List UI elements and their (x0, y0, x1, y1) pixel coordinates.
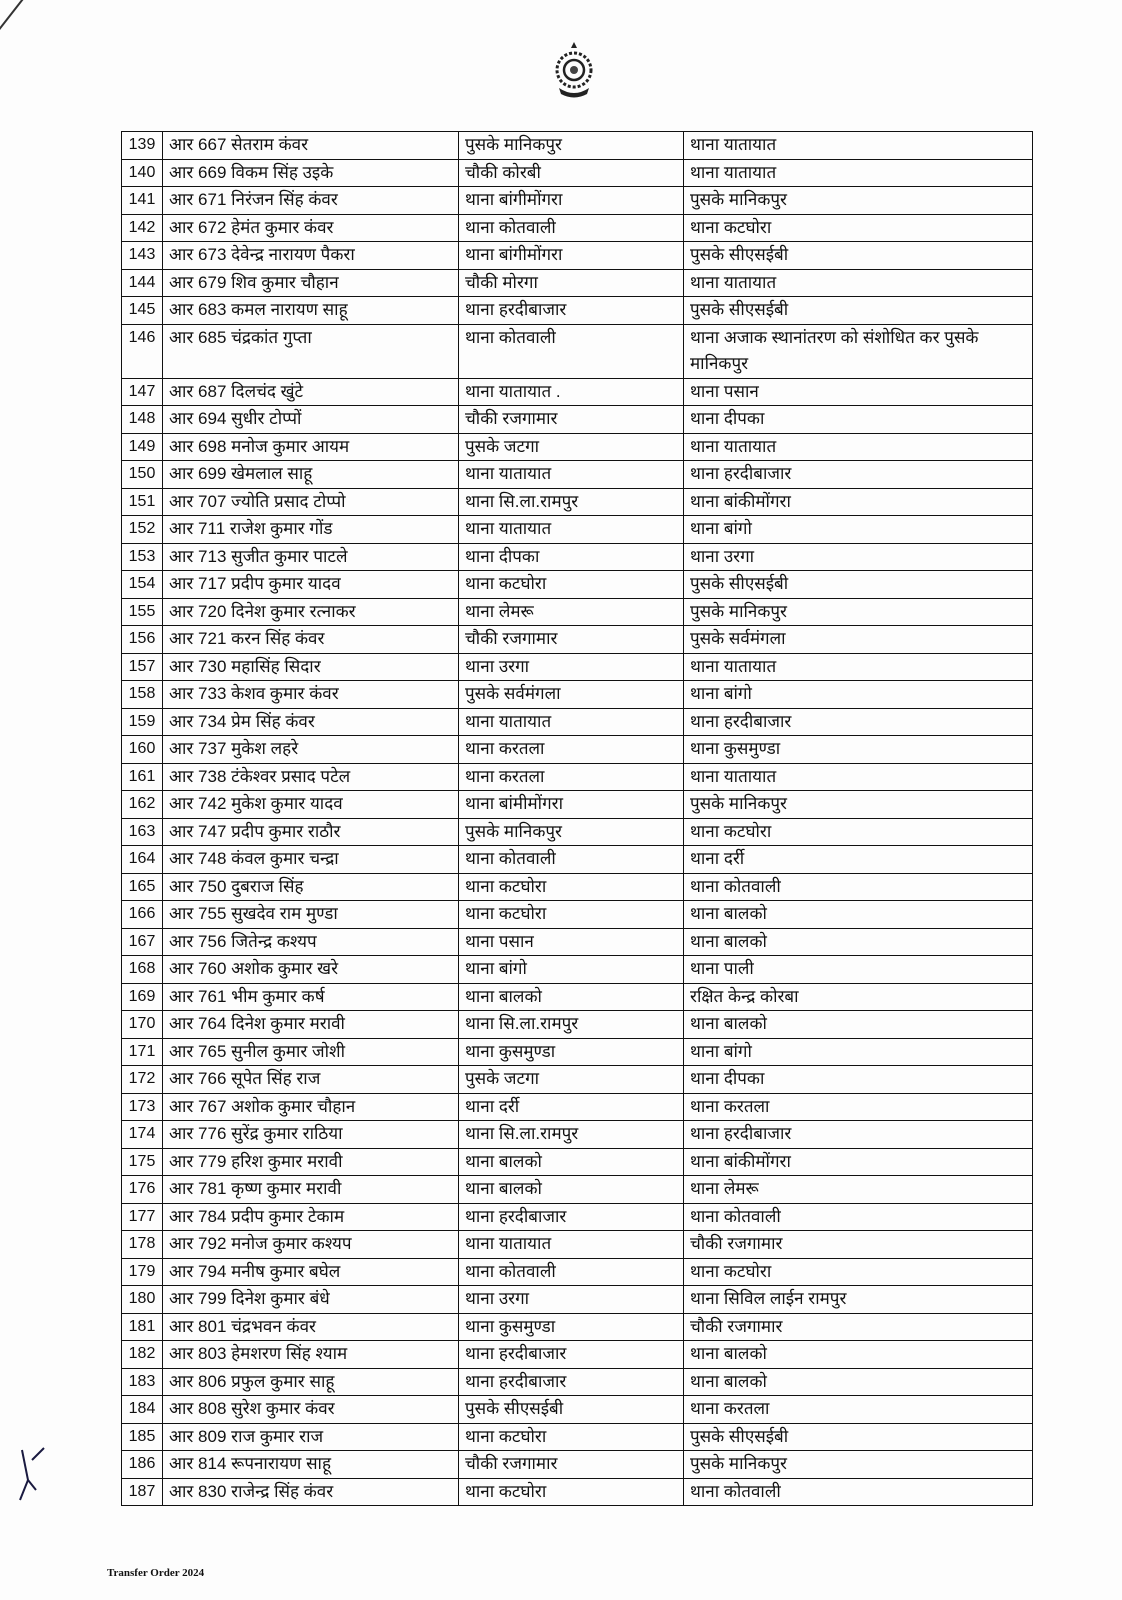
from-posting: थाना यातायात (459, 461, 684, 489)
employee-name: आर 806 प्रफुल कुमार साहू (163, 1368, 459, 1396)
to-posting: थाना सिविल लाईन रामपुर (684, 1286, 1033, 1314)
from-posting: थाना कुसमुण्डा (459, 1313, 684, 1341)
serial-number: 178 (122, 1231, 163, 1259)
to-posting: थाना कटघोरा (684, 214, 1033, 242)
employee-name: आर 748 कंवल कुमार चन्द्रा (163, 846, 459, 874)
from-posting: पुसके सर्वमंगला (459, 681, 684, 709)
serial-number: 155 (122, 598, 163, 626)
from-posting: थाना बांगीमोंगरा (459, 187, 684, 215)
serial-number: 162 (122, 791, 163, 819)
serial-number: 180 (122, 1286, 163, 1314)
police-emblem-icon (551, 40, 597, 102)
from-posting: चौकी रजगामार (459, 406, 684, 434)
serial-number: 142 (122, 214, 163, 242)
from-posting: थाना उरगा (459, 1286, 684, 1314)
from-posting: थाना बांमीमोंगरा (459, 791, 684, 819)
table-row (122, 1313, 1033, 1341)
to-posting: थाना उरगा (684, 543, 1033, 571)
table-row (122, 818, 1033, 846)
to-posting: थाना बांगो (684, 516, 1033, 544)
employee-name: आर 694 सुधीर टोप्पों (163, 406, 459, 434)
to-posting: पुसके मानिकपुर (684, 1451, 1033, 1479)
from-posting: थाना कोतवाली (459, 846, 684, 874)
employee-name: आर 779 हरिश कुमार मरावी (163, 1148, 459, 1176)
table-row (122, 1093, 1033, 1121)
from-posting: थाना हरदीबाजार (459, 1341, 684, 1369)
table-row (122, 956, 1033, 984)
from-posting: थाना लेमरू (459, 598, 684, 626)
table-row (122, 433, 1033, 461)
from-posting: थाना सि.ला.रामपुर (459, 1121, 684, 1149)
employee-name: आर 755 सुखदेव राम मुण्डा (163, 901, 459, 929)
to-posting: थाना कोतवाली (684, 873, 1033, 901)
from-posting: थाना सि.ला.रामपुर (459, 488, 684, 516)
employee-name: आर 830 राजेन्द्र सिंह कंवर (163, 1478, 459, 1506)
serial-number: 187 (122, 1478, 163, 1506)
from-posting: थाना कटघोरा (459, 901, 684, 929)
from-posting: थाना कटघोरा (459, 1423, 684, 1451)
table-row (122, 1011, 1033, 1039)
table-row (122, 598, 1033, 626)
table-row (122, 1396, 1033, 1424)
from-posting: थाना सि.ला.रामपुर (459, 1011, 684, 1039)
employee-name: आर 667 सेतराम कंवर (163, 132, 459, 160)
employee-name: आर 711 राजेश कुमार गोंड (163, 516, 459, 544)
to-posting: थाना बालको (684, 901, 1033, 929)
to-posting: थाना यातायात (684, 763, 1033, 791)
serial-number: 158 (122, 681, 163, 709)
to-posting: थाना हरदीबाजार (684, 708, 1033, 736)
employee-name: आर 814 रूपनारायण साहू (163, 1451, 459, 1479)
employee-name: आर 679 शिव कुमार चौहान (163, 269, 459, 297)
to-posting: थाना दर्री (684, 846, 1033, 874)
employee-name: आर 687 दिलचंद खुंटे (163, 378, 459, 406)
from-posting: थाना बालको (459, 983, 684, 1011)
from-posting: चौकी कोरबी (459, 159, 684, 187)
serial-number: 182 (122, 1341, 163, 1369)
to-posting: थाना बांकीमोंगरा (684, 488, 1033, 516)
from-posting: थाना बांगीमोंगरा (459, 242, 684, 270)
table-row (122, 681, 1033, 709)
serial-number: 149 (122, 433, 163, 461)
to-posting: थाना लेमरू (684, 1176, 1033, 1204)
to-posting: चौकी रजगामार (684, 1231, 1033, 1259)
employee-name: आर 738 टंकेश्वर प्रसाद पटेल (163, 763, 459, 791)
employee-name: आर 707 ज्योति प्रसाद टोप्पो (163, 488, 459, 516)
to-posting: पुसके सीएसईबी (684, 1423, 1033, 1451)
employee-name: आर 761 भीम कुमार कर्ष (163, 983, 459, 1011)
employee-name: आर 799 दिनेश कुमार बंधे (163, 1286, 459, 1314)
employee-name: आर 720 दिनेश कुमार रत्नाकर (163, 598, 459, 626)
from-posting: थाना करतला (459, 736, 684, 764)
table-row (122, 846, 1033, 874)
table-row (122, 571, 1033, 599)
table-row (122, 653, 1033, 681)
from-posting: थाना यातायात (459, 1231, 684, 1259)
table-row (122, 928, 1033, 956)
table-row (122, 159, 1033, 187)
from-posting: थाना दीपका (459, 543, 684, 571)
from-posting: पुसके सीएसईबी (459, 1396, 684, 1424)
to-posting: थाना दीपका (684, 1066, 1033, 1094)
table-row (122, 1121, 1033, 1149)
table-row (122, 1478, 1033, 1506)
to-posting: रक्षित केन्द्र कोरबा (684, 983, 1033, 1011)
employee-name: आर 766 सूपेत सिंह राज (163, 1066, 459, 1094)
employee-name: आर 801 चंद्रभवन कंवर (163, 1313, 459, 1341)
employee-name: आर 721 करन सिंह कंवर (163, 626, 459, 654)
employee-name: आर 685 चंद्रकांत गुप्ता (163, 324, 459, 378)
table-row (122, 1451, 1033, 1479)
from-posting: थाना यातायात . (459, 378, 684, 406)
table-row (122, 1368, 1033, 1396)
from-posting: पुसके जटगा (459, 1066, 684, 1094)
to-posting: थाना यातायात (684, 269, 1033, 297)
to-posting: थाना हरदीबाजार (684, 1121, 1033, 1149)
employee-name: आर 808 सुरेश कुमार कंवर (163, 1396, 459, 1424)
to-posting: थाना कोतवाली (684, 1478, 1033, 1506)
to-posting: थाना दीपका (684, 406, 1033, 434)
serial-number: 181 (122, 1313, 163, 1341)
employee-name: आर 803 हेमशरण सिंह श्याम (163, 1341, 459, 1369)
serial-number: 143 (122, 242, 163, 270)
employee-name: आर 669 विकम सिंह उइके (163, 159, 459, 187)
employee-name: आर 698 मनोज कुमार आयम (163, 433, 459, 461)
serial-number: 186 (122, 1451, 163, 1479)
serial-number: 169 (122, 983, 163, 1011)
to-posting: थाना यातायात (684, 433, 1033, 461)
serial-number: 179 (122, 1258, 163, 1286)
table-row (122, 1423, 1033, 1451)
to-posting: थाना कटघोरा (684, 1258, 1033, 1286)
serial-number: 164 (122, 846, 163, 874)
to-posting: थाना कटघोरा (684, 818, 1033, 846)
employee-name: आर 809 राज कुमार राज (163, 1423, 459, 1451)
table-row (122, 488, 1033, 516)
scan-edge-line (0, 0, 46, 41)
employee-name: आर 776 सुरेंद्र कुमार राठिया (163, 1121, 459, 1149)
employee-name: आर 734 प्रेम सिंह कंवर (163, 708, 459, 736)
table-row (122, 763, 1033, 791)
employee-name: आर 730 महासिंह सिदार (163, 653, 459, 681)
from-posting: थाना कोतवाली (459, 1258, 684, 1286)
serial-number: 159 (122, 708, 163, 736)
table-row (122, 1203, 1033, 1231)
employee-name: आर 792 मनोज कुमार कश्यप (163, 1231, 459, 1259)
to-posting: चौकी रजगामार (684, 1313, 1033, 1341)
from-posting: चौकी मोरगा (459, 269, 684, 297)
serial-number: 150 (122, 461, 163, 489)
employee-name: आर 742 मुकेश कुमार यादव (163, 791, 459, 819)
serial-number: 160 (122, 736, 163, 764)
to-posting: थाना अजाक स्थानांतरण को संशोधित कर पुसके मानिकपुर (684, 324, 1033, 378)
serial-number: 156 (122, 626, 163, 654)
to-posting: पुसके मानिकपुर (684, 187, 1033, 215)
table-row (122, 516, 1033, 544)
serial-number: 148 (122, 406, 163, 434)
serial-number: 168 (122, 956, 163, 984)
serial-number: 173 (122, 1093, 163, 1121)
employee-name: आर 673 देवेन्द्र नारायण पैकरा (163, 242, 459, 270)
table-row (122, 406, 1033, 434)
from-posting: थाना कटघोरा (459, 1478, 684, 1506)
employee-name: आर 794 मनीष कुमार बघेल (163, 1258, 459, 1286)
employee-name: आर 784 प्रदीप कुमार टेकाम (163, 1203, 459, 1231)
from-posting: चौकी रजगामार (459, 1451, 684, 1479)
from-posting: पुसके मानिकपुर (459, 818, 684, 846)
serial-number: 171 (122, 1038, 163, 1066)
from-posting: थाना हरदीबाजार (459, 1368, 684, 1396)
from-posting: थाना पसान (459, 928, 684, 956)
to-posting: पुसके सीएसईबी (684, 297, 1033, 325)
from-posting: थाना यातायात (459, 516, 684, 544)
employee-name: आर 760 अशोक कुमार खरे (163, 956, 459, 984)
from-posting: पुसके मानिकपुर (459, 132, 684, 160)
to-posting: पुसके मानिकपुर (684, 791, 1033, 819)
serial-number: 172 (122, 1066, 163, 1094)
to-posting: थाना यातायात (684, 132, 1033, 160)
serial-number: 176 (122, 1176, 163, 1204)
table-row (122, 1038, 1033, 1066)
serial-number: 170 (122, 1011, 163, 1039)
serial-number: 157 (122, 653, 163, 681)
to-posting: थाना बांगो (684, 681, 1033, 709)
serial-number: 167 (122, 928, 163, 956)
to-posting: थाना हरदीबाजार (684, 461, 1033, 489)
table-row (122, 461, 1033, 489)
employee-name: आर 764 दिनेश कुमार मरावी (163, 1011, 459, 1039)
from-posting: थाना हरदीबाजार (459, 297, 684, 325)
serial-number: 139 (122, 132, 163, 160)
table-row (122, 873, 1033, 901)
serial-number: 141 (122, 187, 163, 215)
table-row (122, 1286, 1033, 1314)
serial-number: 147 (122, 378, 163, 406)
employee-name: आर 750 दुबराज सिंह (163, 873, 459, 901)
employee-name: आर 672 हेमंत कुमार कंवर (163, 214, 459, 242)
table-row (122, 901, 1033, 929)
table-row (122, 242, 1033, 270)
table-row (122, 543, 1033, 571)
serial-number: 184 (122, 1396, 163, 1424)
table-row (122, 1148, 1033, 1176)
to-posting: थाना बालको (684, 928, 1033, 956)
from-posting: थाना करतला (459, 763, 684, 791)
from-posting: चौकी रजगामार (459, 626, 684, 654)
from-posting: थाना बालको (459, 1148, 684, 1176)
serial-number: 154 (122, 571, 163, 599)
from-posting: थाना कोतवाली (459, 324, 684, 378)
from-posting: थाना बालको (459, 1176, 684, 1204)
serial-number: 163 (122, 818, 163, 846)
to-posting: पुसके सर्वमंगला (684, 626, 1033, 654)
from-posting: थाना हरदीबाजार (459, 1203, 684, 1231)
serial-number: 183 (122, 1368, 163, 1396)
table-row (122, 791, 1033, 819)
transfer-order-table (121, 131, 1033, 1506)
serial-number: 152 (122, 516, 163, 544)
employee-name: आर 756 जितेन्द्र कश्यप (163, 928, 459, 956)
to-posting: पुसके सीएसईबी (684, 571, 1033, 599)
employee-name: आर 737 मुकेश लहरे (163, 736, 459, 764)
to-posting: थाना यातायात (684, 653, 1033, 681)
table-row (122, 214, 1033, 242)
employee-name: आर 699 खेमलाल साहू (163, 461, 459, 489)
to-posting: पुसके सीएसईबी (684, 242, 1033, 270)
serial-number: 140 (122, 159, 163, 187)
table-row (122, 187, 1033, 215)
from-posting: थाना कटघोरा (459, 571, 684, 599)
to-posting: थाना करतला (684, 1396, 1033, 1424)
from-posting: थाना यातायात (459, 708, 684, 736)
employee-name: आर 713 सुजीत कुमार पाटले (163, 543, 459, 571)
table-row (122, 132, 1033, 160)
from-posting: थाना कटघोरा (459, 873, 684, 901)
serial-number: 175 (122, 1148, 163, 1176)
signature-mark (14, 1440, 54, 1510)
employee-name: आर 683 कमल नारायण साहू (163, 297, 459, 325)
employee-name: आर 733 केशव कुमार कंवर (163, 681, 459, 709)
to-posting: थाना पसान (684, 378, 1033, 406)
employee-name: आर 767 अशोक कुमार चौहान (163, 1093, 459, 1121)
serial-number: 177 (122, 1203, 163, 1231)
table-row (122, 324, 1033, 378)
table-row (122, 1231, 1033, 1259)
from-posting: थाना दर्री (459, 1093, 684, 1121)
serial-number: 166 (122, 901, 163, 929)
to-posting: थाना यातायात (684, 159, 1033, 187)
to-posting: थाना बालको (684, 1341, 1033, 1369)
employee-name: आर 717 प्रदीप कुमार यादव (163, 571, 459, 599)
to-posting: थाना कोतवाली (684, 1203, 1033, 1231)
serial-number: 165 (122, 873, 163, 901)
serial-number: 174 (122, 1121, 163, 1149)
from-posting: थाना कोतवाली (459, 214, 684, 242)
table-row (122, 1176, 1033, 1204)
to-posting: पुसके मानिकपुर (684, 598, 1033, 626)
serial-number: 146 (122, 324, 163, 378)
to-posting: थाना करतला (684, 1093, 1033, 1121)
to-posting: थाना बांकीमोंगरा (684, 1148, 1033, 1176)
to-posting: थाना कुसमुण्डा (684, 736, 1033, 764)
serial-number: 151 (122, 488, 163, 516)
table-row (122, 1258, 1033, 1286)
employee-name: आर 671 निरंजन सिंह कंवर (163, 187, 459, 215)
to-posting: थाना पाली (684, 956, 1033, 984)
serial-number: 185 (122, 1423, 163, 1451)
serial-number: 144 (122, 269, 163, 297)
table-row (122, 983, 1033, 1011)
serial-number: 153 (122, 543, 163, 571)
from-posting: थाना कुसमुण्डा (459, 1038, 684, 1066)
table-row (122, 708, 1033, 736)
table-row (122, 626, 1033, 654)
table-row (122, 1066, 1033, 1094)
to-posting: थाना बालको (684, 1011, 1033, 1039)
employee-name: आर 765 सुनील कुमार जोशी (163, 1038, 459, 1066)
serial-number: 161 (122, 763, 163, 791)
table-row (122, 378, 1033, 406)
table-row (122, 1341, 1033, 1369)
serial-number: 145 (122, 297, 163, 325)
table-row (122, 736, 1033, 764)
employee-name: आर 781 कृष्ण कुमार मरावी (163, 1176, 459, 1204)
from-posting: पुसके जटगा (459, 433, 684, 461)
footer-label: Transfer Order 2024 (107, 1567, 205, 1579)
from-posting: थाना उरगा (459, 653, 684, 681)
from-posting: थाना बांगो (459, 956, 684, 984)
table-row (122, 297, 1033, 325)
employee-name: आर 747 प्रदीप कुमार राठौर (163, 818, 459, 846)
to-posting: थाना बालको (684, 1368, 1033, 1396)
table-row (122, 269, 1033, 297)
to-posting: थाना बांगो (684, 1038, 1033, 1066)
